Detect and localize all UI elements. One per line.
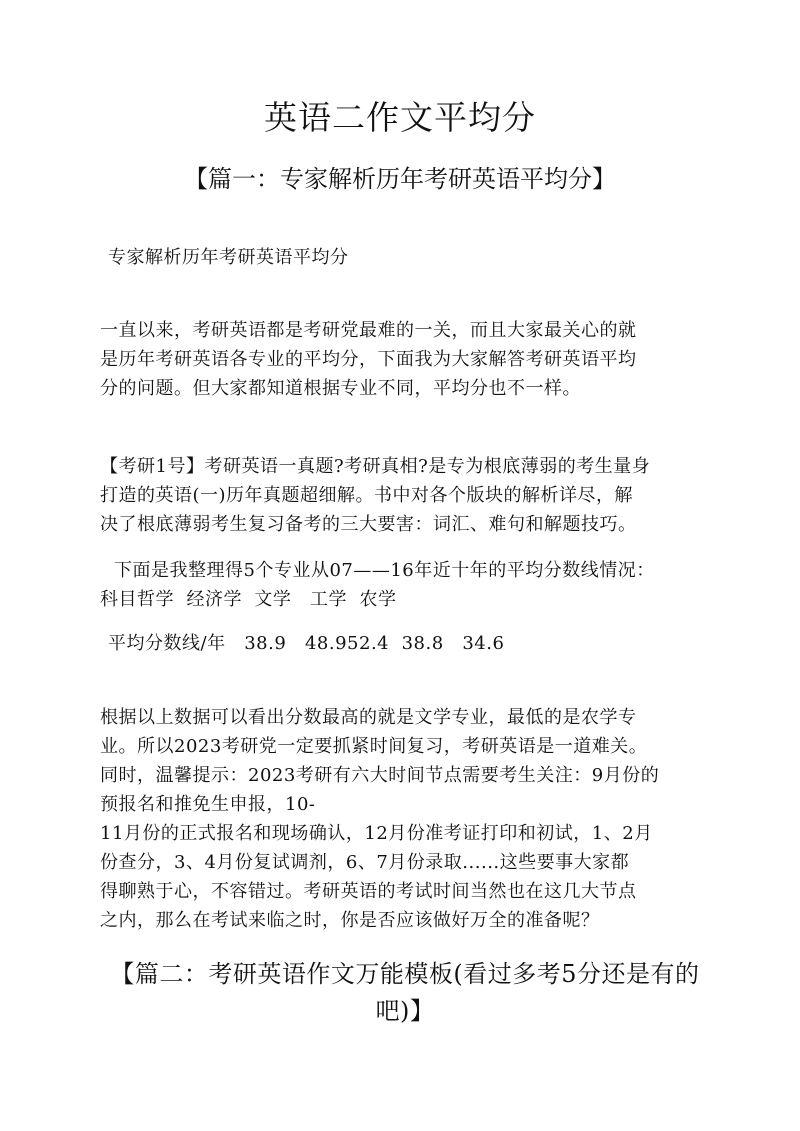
book-promo-paragraph [100,452,700,539]
paragraph-line: 得聊熟于心，不容错过。考研英语的考试时间当然也在这几大节点 [100,881,637,902]
subjects-row: 科目哲学 经济学 文学 工学 农学 [100,589,397,610]
paragraph-line: 根据以上数据可以看出分数最高的就是文学专业，最低的是农学专 [100,707,637,728]
score-intro-line: 下面是我整理得5个专业从07——16年近十年的平均分数线情况： [114,560,655,581]
paragraph-line: 决了根底薄弱考生复习备考的三大要害：词汇、难句和解题技巧。 [100,514,637,535]
document-title: 英语二作文平均分 [264,98,536,137]
paragraph-line: 打造的英语(一)历年真题超细解。书中对各个版块的解析详尽，解 [100,485,634,506]
section2-heading [100,956,710,1030]
section1-heading: 【篇一：专家解析历年考研英语平均分】 [184,165,616,193]
section2-heading-line: 吧)】 [375,997,435,1025]
paragraph-line: 同时，温馨提示：2023考研有六大时间节点需要考生关注：9月份的 [100,765,660,786]
paragraph-line: 一直以来，考研英语都是考研党最难的一关，而且大家最关心的就 [100,320,637,341]
paragraph-line: 之内，那么在考试来临之时，你是否应该做好万全的准备呢？ [100,910,600,931]
analysis-paragraph [100,703,700,935]
paragraph-line: 11月份的正式报名和现场确认，12月份准考证打印和初试，1、2月 [100,823,653,844]
section2-heading-line: 【篇二：考研英语作文万能模板(看过多考5分还是有的 [110,960,700,988]
paragraph-line: 业。所以2023考研党一定要抓紧时间复习，考研英语是一道难关。 [100,736,648,757]
intro-paragraph [100,316,700,403]
paragraph-line: 分的问题。但大家都知道根据专业不同，平均分也不一样。 [100,378,581,399]
scores-row: 平均分数线/年 38.9 48.952.4 38.8 34.6 [108,633,505,654]
article-subtitle: 专家解析历年考研英语平均分 [108,247,349,268]
paragraph-line: 预报名和推免生申报，10- [100,794,316,815]
paragraph-line: 【考研1号】考研英语一真题?考研真相?是专为根底薄弱的考生量身 [100,456,651,477]
paragraph-line: 是历年考研英语各专业的平均分，下面我为大家解答考研英语平均 [100,349,637,370]
paragraph-line: 份查分，3、4月份复试调剂，6、7月份录取......这些要事大家都 [100,852,630,873]
